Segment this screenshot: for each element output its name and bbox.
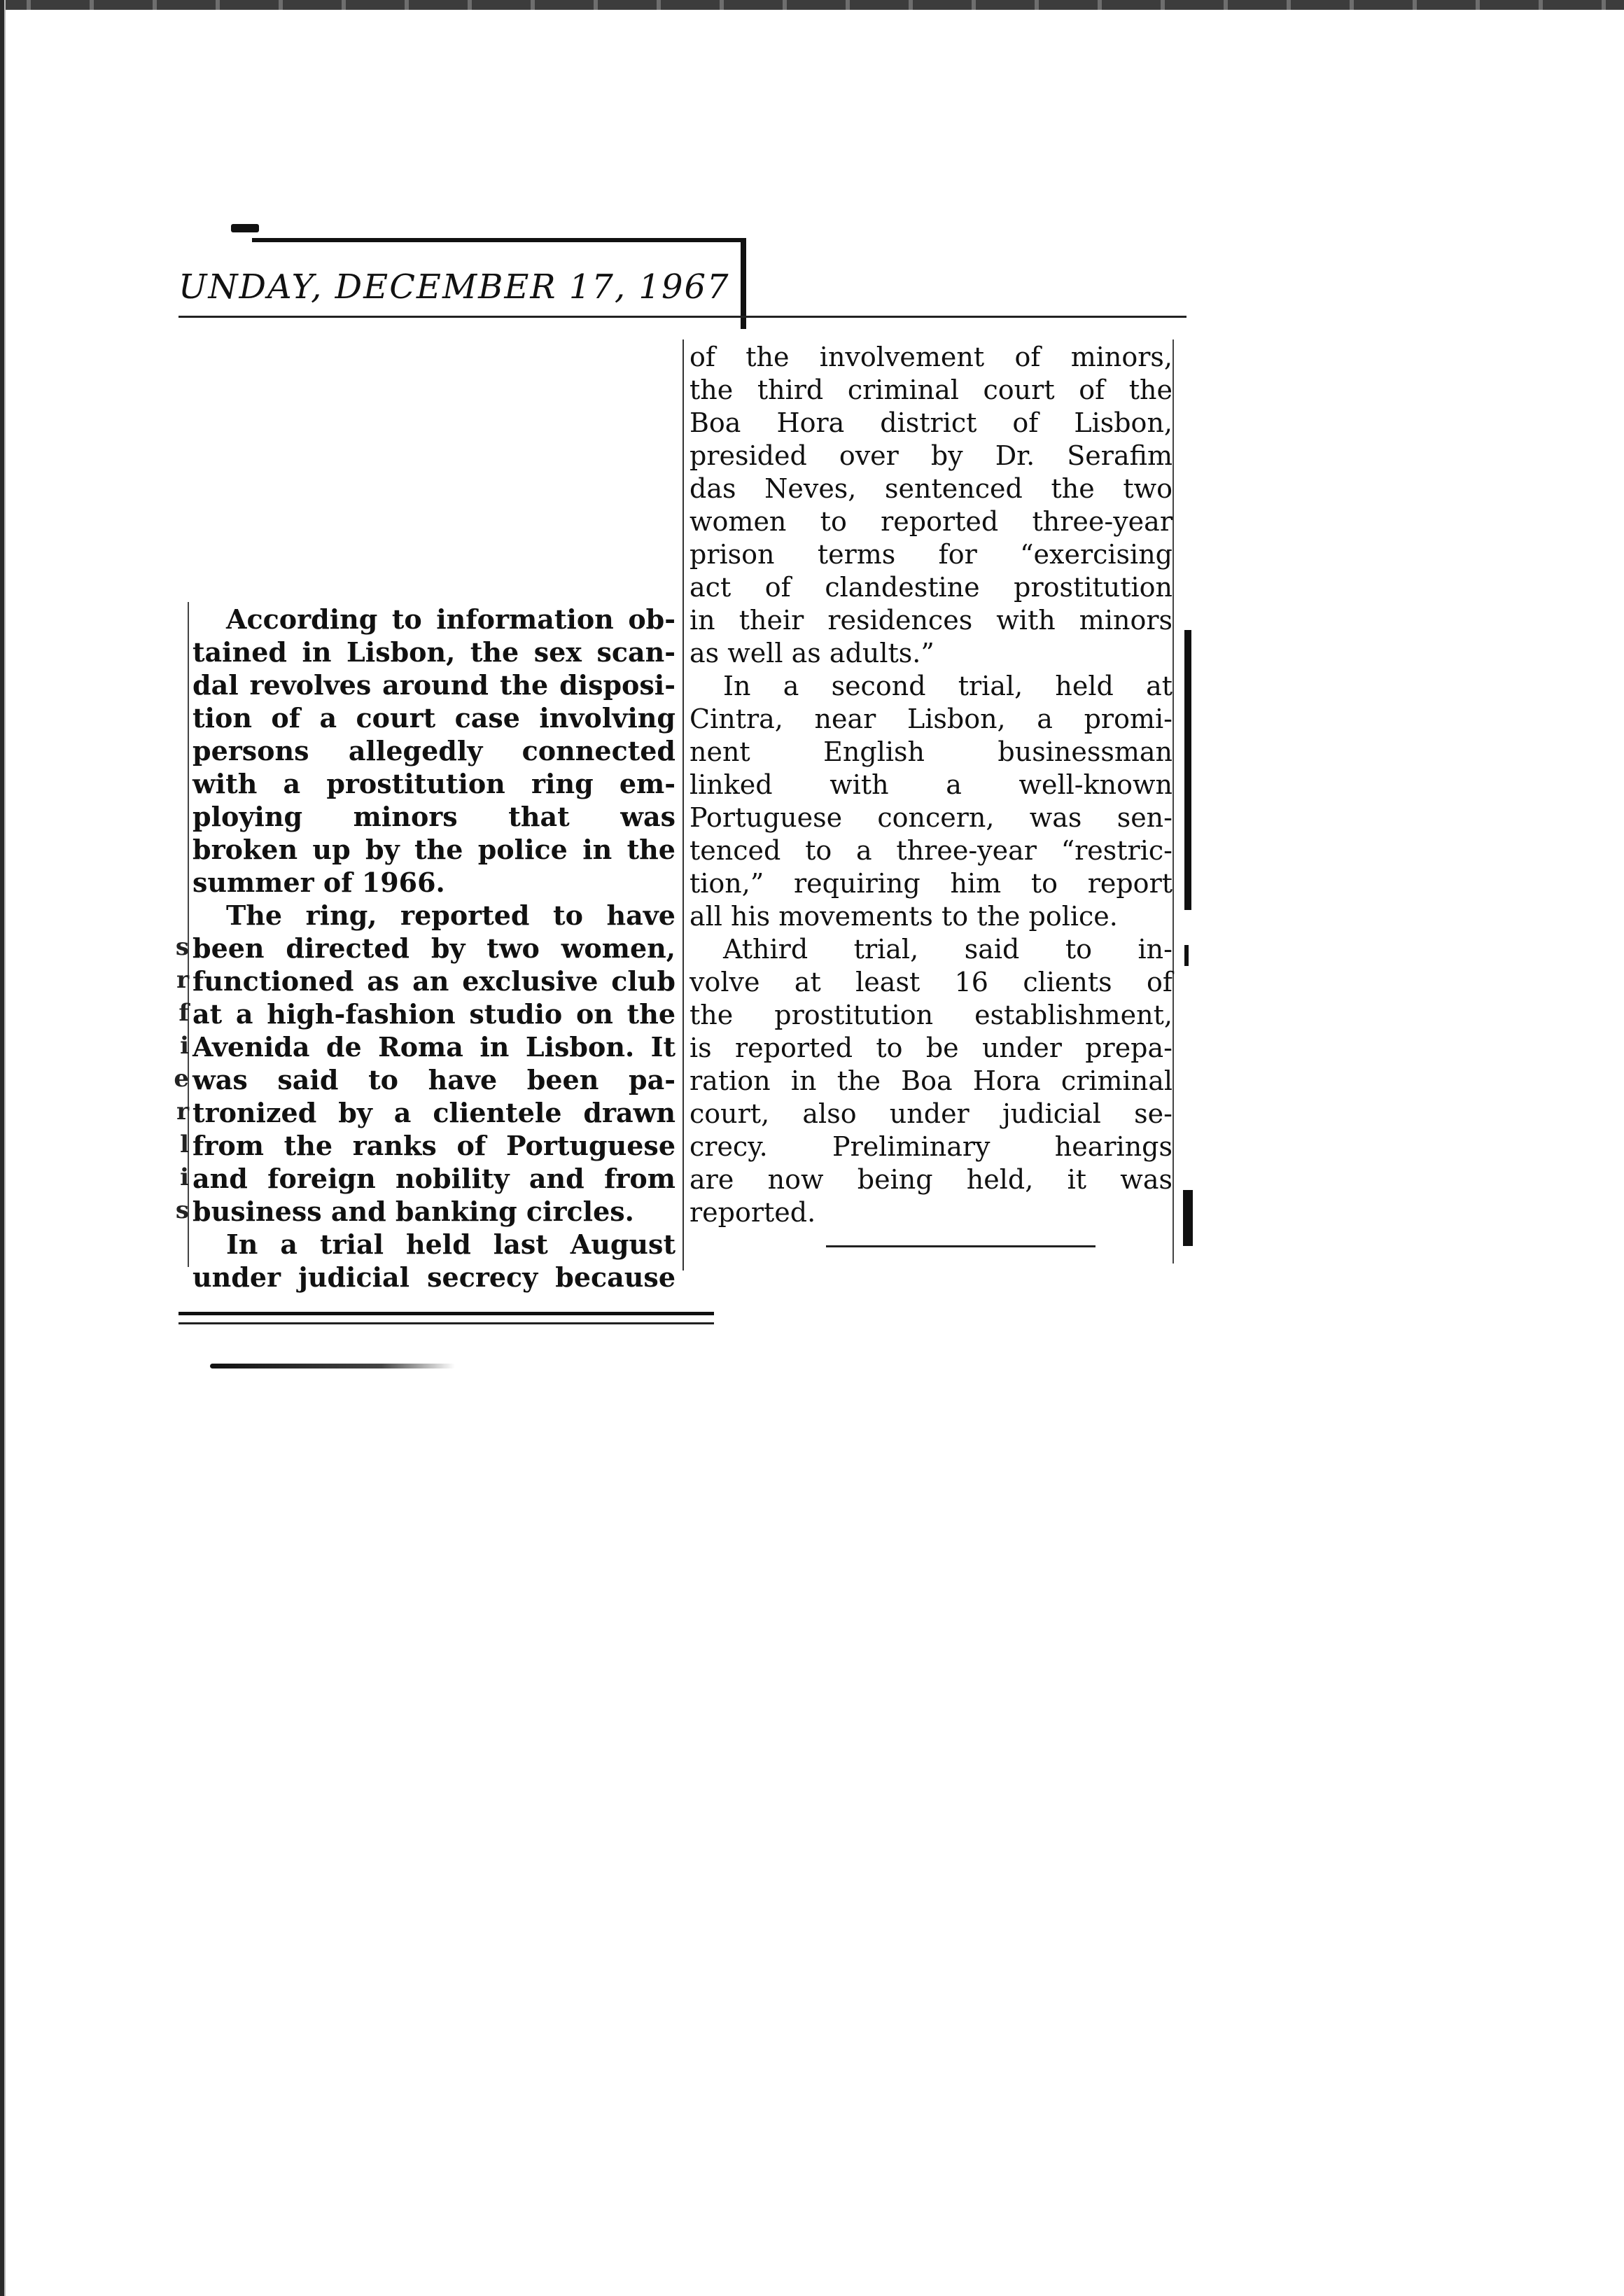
article-line: In a second trial, held at (723, 671, 1172, 701)
article-line: all his movements to the police. (690, 901, 1118, 932)
article-line: tained in Lisbon, the sex scan- (192, 636, 676, 668)
article-line: been directed by two women, (192, 932, 676, 964)
article-line: was said to have been pa- (192, 1064, 676, 1096)
article-line: broken up by the police in the (192, 834, 676, 865)
article-line: persons allegedly connected (192, 735, 676, 766)
footer-rule (178, 1312, 714, 1315)
dateline: UNDAY, DECEMBER 17, 1967 (178, 267, 730, 307)
margin-fragments (168, 931, 189, 1227)
header-mark (231, 224, 259, 232)
margin-fragment: l (180, 1130, 189, 1158)
article-line: Avenida de Roma in Lisbon. It (192, 1031, 676, 1063)
footer-rule-thin (178, 1322, 714, 1324)
article-line: court, also under judicial se- (690, 1098, 1172, 1129)
article-line: crecy. Preliminary hearings (690, 1131, 1172, 1162)
article-line: ration in the Boa Hora criminal (690, 1065, 1172, 1096)
scan-top-edge (0, 0, 1624, 10)
scan-left-edge (0, 0, 13, 2296)
column-divider (682, 340, 684, 1270)
margin-fragment: e (174, 1065, 189, 1093)
article-line: Boa Hora district of Lisbon, (690, 407, 1172, 438)
article-line: prison terms for “exercising (690, 539, 1172, 570)
margin-fragment: r (176, 1098, 189, 1126)
article-line: dal revolves around the disposi- (192, 669, 676, 701)
article-line: from the ranks of Portuguese (192, 1130, 676, 1161)
article-line: business and banking circles. (192, 1196, 634, 1227)
article-line: at a high-fashion studio on the (192, 998, 676, 1030)
article-line: In a trial held last August (226, 1228, 676, 1260)
footer-smudge (210, 1364, 455, 1368)
article-line: summer of 1966. (192, 867, 445, 898)
margin-fragment: r (176, 966, 189, 994)
article-line: reported. (690, 1197, 816, 1228)
margin-fragment: s (175, 933, 189, 961)
article-line: are now being held, it was (690, 1164, 1172, 1195)
article-line: Athird trial, said to in- (723, 934, 1172, 965)
header-bracket-top (252, 238, 746, 242)
scan-bar (1184, 945, 1189, 966)
article-line: the third criminal court of the (690, 374, 1172, 405)
article-line: The ring, reported to have (226, 899, 676, 931)
article-right-column (690, 341, 1172, 1229)
margin-fragment: f (178, 999, 189, 1027)
article-line: volve at least 16 clients of (690, 967, 1172, 997)
margin-fragment: i (180, 1032, 189, 1060)
article-left-column (192, 603, 676, 1294)
article-line: Cintra, near Lisbon, a promi- (690, 704, 1172, 734)
right-column-border (1172, 340, 1174, 1264)
article-line: nent English businessman (690, 736, 1172, 767)
article-line: tenced to a three-year “restric- (690, 835, 1172, 866)
article-line: women to reported three-year (690, 506, 1172, 537)
article-line: of the involvement of minors, (690, 342, 1172, 372)
margin-fragment: s (175, 1196, 189, 1224)
scan-bar (1184, 630, 1191, 910)
margin-fragment: i (180, 1163, 189, 1191)
article-line: is reported to be under prepa- (690, 1032, 1172, 1063)
article-line: tion of a court case involving (192, 702, 676, 734)
article-line: tion,” requiring him to report (690, 868, 1172, 899)
article-line: the prostitution establishment, (690, 1000, 1172, 1030)
article-line: with a prostitution ring em- (192, 768, 676, 799)
article-line: presided over by Dr. Serafim (690, 440, 1172, 471)
article-line: as well as adults.” (690, 638, 934, 668)
article-line: in their residences with minors (690, 605, 1172, 636)
article-line: functioned as an exclusive club (192, 965, 676, 997)
article-line: Portuguese concern, was sen- (690, 802, 1172, 833)
article-line: act of clandestine prostitution (690, 572, 1172, 603)
header-rule (178, 316, 1186, 318)
article-line: and foreign nobility and from (192, 1163, 676, 1194)
article-end-rule (826, 1245, 1096, 1247)
scan-bar (1183, 1190, 1193, 1246)
article-line: tronized by a clientele drawn (192, 1097, 676, 1128)
article-line: ploying minors that was (192, 801, 676, 832)
article-line: According to information ob- (226, 603, 676, 635)
article-line: das Neves, sentenced the two (690, 473, 1172, 504)
article-line: under judicial secrecy because (192, 1261, 676, 1293)
article-line: linked with a well-known (690, 769, 1172, 800)
